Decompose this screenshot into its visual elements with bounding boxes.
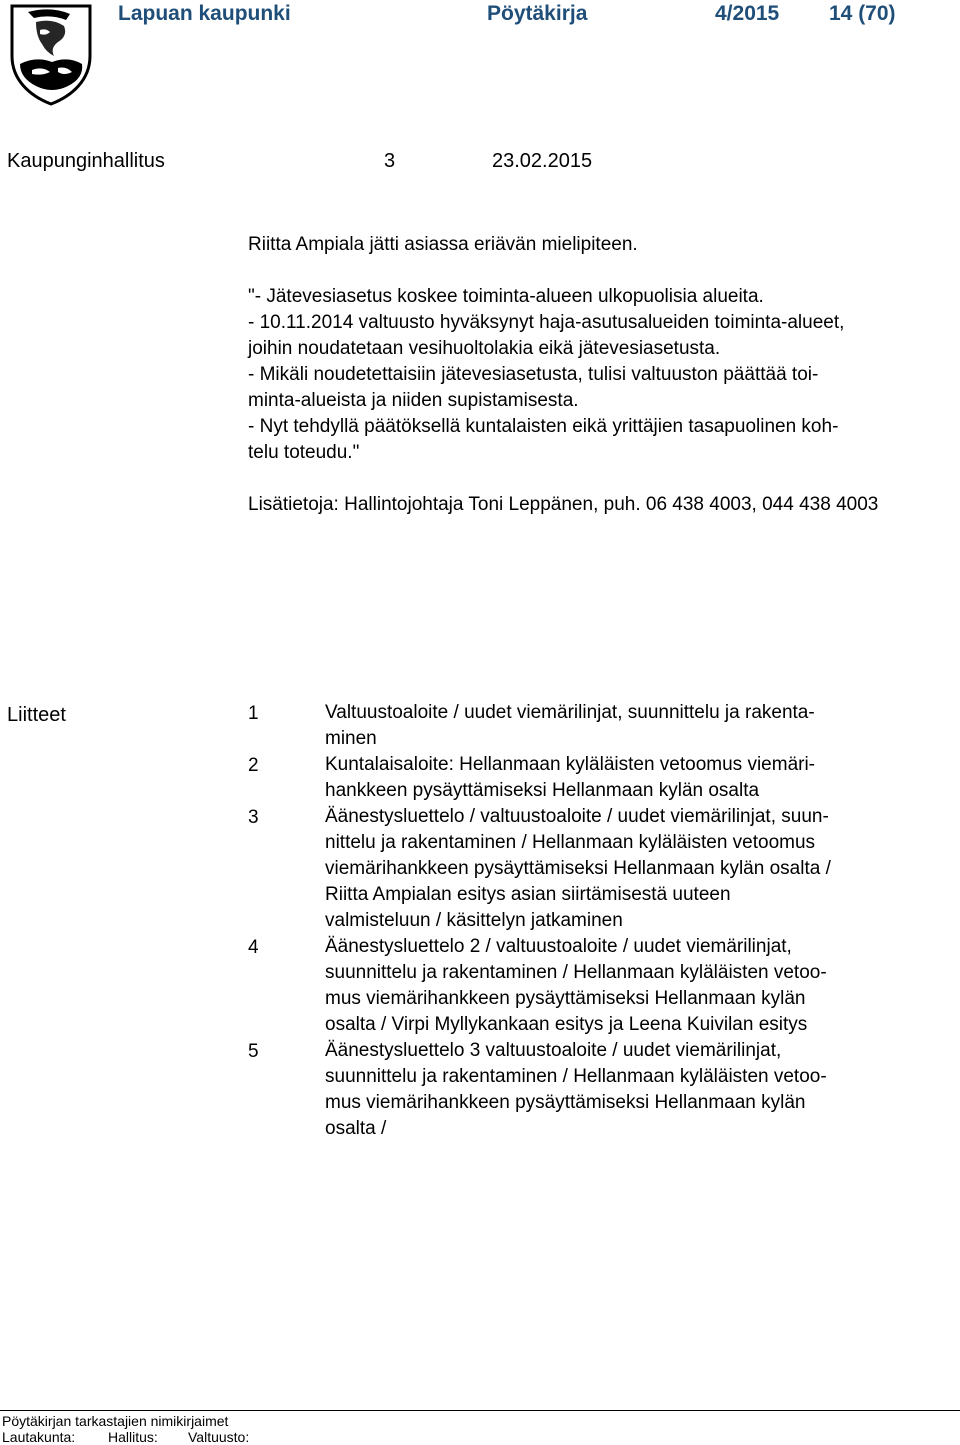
coat-of-arms-icon <box>6 2 96 106</box>
header-doc-type: Pöytäkirja <box>487 2 588 25</box>
attachment-line: suunnittelu ja rakentaminen / Hellanmaan kyläläisten vetoo- <box>325 1066 827 1087</box>
attachment-line: Äänestysluettelo 2 / valtuustoaloite / uudet viemärilinjat, <box>325 936 792 957</box>
body-line: - Mikäli noudetettaisiin jätevesiasetusta, tulisi valtuuston päättää toi- <box>248 364 819 385</box>
attachments-label: Liitteet <box>7 704 66 726</box>
meeting-date: 23.02.2015 <box>492 150 593 172</box>
attachment-item <box>325 804 831 934</box>
attachment-number: 4 <box>248 937 259 958</box>
attachment-line: viemärihankkeen pysäyttämiseksi Hellanmaan kylän osalta / <box>325 858 831 879</box>
attachment-line: Äänestysluettelo / valtuustoaloite / uudet viemärilinjat, suun- <box>325 806 829 827</box>
attachment-number: 5 <box>248 1041 259 1062</box>
attachment-line: Äänestysluettelo 3 valtuustoaloite / uudet viemärilinjat, <box>325 1040 782 1061</box>
body-line: telu toteudu." <box>248 442 360 463</box>
attachment-number: 2 <box>248 755 259 776</box>
footer-title: Pöytäkirjan tarkastajien nimikirjaimet <box>2 1413 229 1429</box>
body-line: joihin noudatetaan vesihuoltolakia eikä jätevesiasetusta. <box>248 338 721 359</box>
attachment-line: Valtuustoaloite / uudet viemärilinjat, suunnittelu ja rakenta- <box>325 702 815 723</box>
attachment-line: mus viemärihankkeen pysäyttämiseksi Hellanmaan kylän <box>325 988 806 1009</box>
attachment-item <box>325 700 815 752</box>
attachment-number: 3 <box>248 807 259 828</box>
attachment-line: hankkeen pysäyttämiseksi Hellanmaan kylän osalta <box>325 780 760 801</box>
attachment-line: mus viemärihankkeen pysäyttämiseksi Hellanmaan kylän <box>325 1092 806 1113</box>
attachment-item <box>325 1038 827 1142</box>
header-page: 14 (70) <box>829 2 896 25</box>
attachment-line: suunnittelu ja rakentaminen / Hellanmaan kyläläisten vetoo- <box>325 962 827 983</box>
attachment-line: Riitta Ampialan esitys asian siirtämisestä uuteen <box>325 884 731 905</box>
body-line: Riitta Ampiala jätti asiassa eriävän mielipiteen. <box>248 234 638 255</box>
attachment-line: osalta / Virpi Myllykankaan esitys ja Leena Kuivilan esitys <box>325 1014 808 1035</box>
attachment-number: 1 <box>248 703 259 724</box>
body-line: - 10.11.2014 valtuusto hyväksynyt haja-asutusalueiden toiminta-alueet, <box>248 312 845 333</box>
header-city: Lapuan kaupunki <box>118 2 291 25</box>
contact-info: Lisätietoja: Hallintojohtaja Toni Leppänen, puh. 06 438 4003, 044 438 4003 <box>248 494 879 515</box>
attachment-item <box>325 752 815 804</box>
attachment-line: minen <box>325 728 377 749</box>
attachment-line: nittelu ja rakentaminen / Hellanmaan kyläläisten vetoomus <box>325 832 816 853</box>
footer-lautakunta: Lautakunta: <box>2 1429 76 1445</box>
footer-valtuusto: Valtuusto: <box>188 1429 250 1445</box>
meeting-body: Kaupunginhallitus <box>7 150 165 172</box>
header-doc-number: 4/2015 <box>715 2 780 25</box>
attachment-line: osalta / <box>325 1118 387 1139</box>
meeting-section: 3 <box>384 150 396 172</box>
body-line: "- Jätevesiasetus koskee toiminta-alueen ulkopuolisia alueita. <box>248 286 764 307</box>
attachment-line: Kuntalaisaloite: Hellanmaan kyläläisten vetoomus viemäri- <box>325 754 816 775</box>
body-line: minta-alueista ja niiden supistamisesta. <box>248 390 579 411</box>
footer-divider <box>0 1410 960 1411</box>
attachment-line: valmisteluun / käsittelyn jatkaminen <box>325 910 623 931</box>
body-line: - Nyt tehdyllä päätöksellä kuntalaisten eikä yrittäjien tasapuolinen koh- <box>248 416 839 437</box>
city-coat-of-arms <box>6 2 96 106</box>
attachment-item <box>325 934 827 1038</box>
footer-hallitus: Hallitus: <box>108 1429 158 1445</box>
